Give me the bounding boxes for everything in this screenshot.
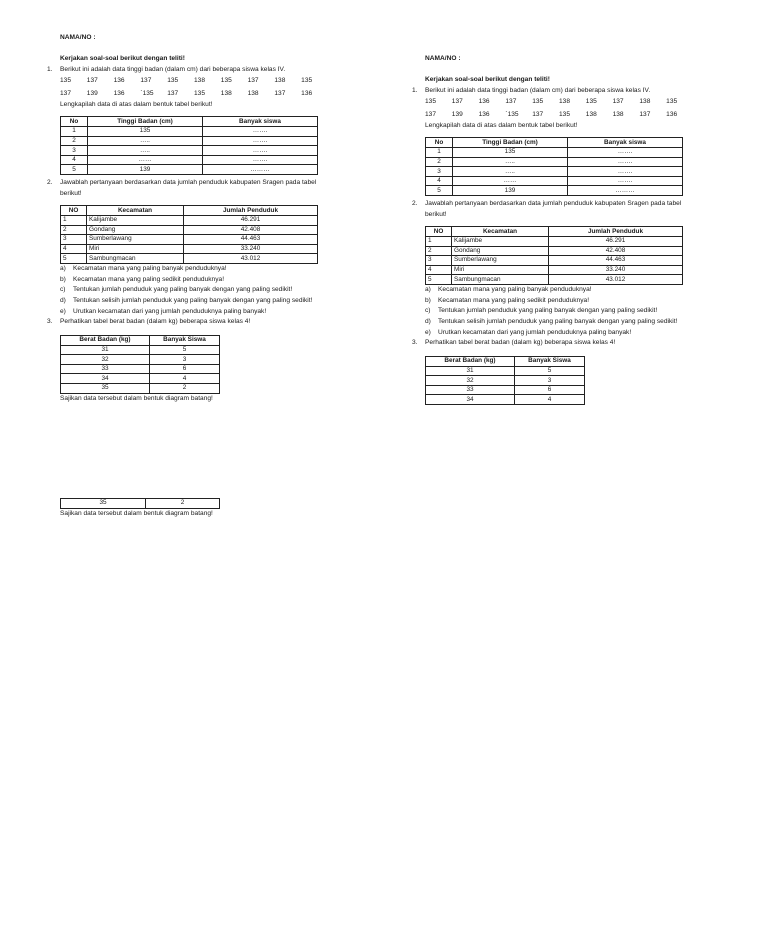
table-row [61,225,318,235]
sub-question-text: Tentukan selisih jumlah penduduk yang paling banyak dengan yang paling sedikit! [438,318,678,325]
table-cell: 4 [61,244,87,254]
sub-question-letter: d) [425,318,431,325]
table-row [426,395,585,405]
height-value: `135 [505,110,519,118]
height-value: 138 [247,89,259,97]
column-header: No [426,138,453,148]
table-cell: 2 [150,384,220,394]
height-value: 138 [639,97,651,105]
question-number: 2. [412,200,418,207]
table-row [426,256,683,266]
question-number: 3. [412,339,418,347]
question-text-continued: berikut! [60,189,82,197]
column-header: Jumlah Penduduk [549,227,683,237]
table-row [61,355,220,365]
question-1 [412,86,735,97]
table-cell: ……. [203,136,318,146]
sub-question-a [60,264,360,275]
table-row [426,157,683,167]
table-row [426,246,683,256]
table-row [61,254,318,264]
sub-question-text: Kecamatan mana yang paling banyak penduduknya! [73,264,227,272]
question-number: 3. [47,318,53,326]
table-cell: Sambungmacan [87,254,184,264]
height-value: 137 [639,110,651,118]
table-cell: 4 [426,265,452,275]
question-number: 1. [412,87,418,95]
table-cell: 33.240 [549,265,683,275]
height-value: 138 [558,97,570,105]
column-header: Kecamatan [87,206,184,216]
sub-question-letter: c) [425,307,431,315]
table-header-row [61,336,220,346]
column-header: NO [61,206,87,216]
table-row [426,366,585,376]
sub-question-letter: e) [60,307,66,315]
height-value: 135 [532,97,544,105]
table-cell: 42.408 [549,246,683,256]
height-value: 135 [301,76,313,84]
table-row [61,165,318,175]
table-prompt: Lengkapilah data di atas dalam bentuk tabel berikut! [425,121,578,129]
table-cell: 5 [426,186,453,196]
weight-table [425,356,585,405]
table-cell: 2 [61,136,88,146]
table-cell: 4 [150,374,220,384]
table-row [61,146,318,156]
table-row [61,384,220,394]
height-value: 136 [301,89,313,97]
table-cell: 44.463 [184,235,318,245]
table-cell: 3 [61,235,87,245]
table-cell: 3 [515,376,585,386]
table-header-row [426,138,683,148]
sub-question-b [425,296,735,307]
table-cell: 34 [61,374,150,384]
sub-question-text: Kecamatan mana yang paling banyak penduduknya! [438,285,592,293]
question-number: 2. [47,179,53,186]
table-row [426,376,585,386]
column-header: Banyak siswa [203,117,318,127]
column-header: Tinggi Badan (cm) [453,138,568,148]
column-header: Banyak siswa [568,138,683,148]
name-field-label: NAMA/NO : [425,55,461,62]
table-row [61,499,220,509]
table-row [61,244,318,254]
population-table [60,205,318,264]
table-cell: 42.408 [184,225,318,235]
table-cell: 33 [426,385,515,395]
question-number: 1. [47,66,53,74]
height-value: 135 [220,76,232,84]
table-cell: 6 [515,385,585,395]
height-value: `135 [140,89,154,97]
table-cell: 1 [61,127,88,137]
table-cell: 2 [61,225,87,235]
height-value: 138 [585,110,597,118]
height-value: 137 [167,89,179,97]
table-header-row [61,206,318,216]
table-cell: 2 [426,157,453,167]
height-value: 138 [193,76,205,84]
table-cell: 4 [515,395,585,405]
height-value: 137 [612,97,624,105]
table-cell: ……… [568,186,683,196]
height-value: 135 [425,97,437,105]
column-header: NO [426,227,452,237]
instruction: Kerjakan soal-soal berikut dengan teliti! [60,55,185,63]
table-cell: 33 [61,364,150,374]
table-cell: 6 [150,364,220,374]
question-text: Berikut ini adalah data tinggi badan (dalam cm) dari beberapa siswa kelas IV. [425,87,651,95]
table-cell: 3 [426,167,453,177]
table-cell: ….. [88,136,203,146]
table-cell: 5 [61,165,88,175]
sub-question-a [425,285,735,296]
table-cell: 32 [426,376,515,386]
table-cell: 1 [426,236,452,246]
left-worksheet [47,33,360,404]
sub-question-c [60,285,360,296]
table-cell: 1 [426,148,453,158]
column-header: Jumlah Penduduk [184,206,318,216]
weight-table [60,335,220,394]
table-cell: Gondang [87,225,184,235]
height-value: 137 [60,89,72,97]
table-cell: 5 [150,345,220,355]
diagram-prompt: Sajikan data tersebut dalam bentuk diagram batang! [60,509,213,517]
sub-question-d [425,317,735,328]
weight-table-fragment [60,498,220,509]
column-header: Berat Badan (kg) [61,336,150,346]
question-text: Berikut ini adalah data tinggi badan (dalam cm) dari beberapa siswa kelas IV. [60,66,286,74]
height-data-row-1 [60,76,360,87]
question-text: Jawablah pertanyaan berdasarkan data jumlah penduduk kabupaten Sragen pada tabel [425,200,682,207]
height-value: 136 [113,89,125,97]
height-value: 135 [558,110,570,118]
height-table [425,137,683,196]
table-row [426,265,683,275]
table-row [61,345,220,355]
sub-question-c [425,306,735,317]
question-3 [412,338,735,349]
sub-question-text: Kecamatan mana yang paling sedikit penduduknya! [438,296,590,304]
table-row [61,127,318,137]
sub-question-text: Urutkan kecamatan dari yang jumlah penduduknya paling banyak! [73,307,267,315]
table-row [61,374,220,384]
table-header-row [426,357,585,367]
table-cell: Gondang [452,246,549,256]
table-cell: 35 [61,499,146,509]
table-cell: ……. [203,146,318,156]
sub-question-e [60,307,360,318]
column-header: Berat Badan (kg) [426,357,515,367]
height-value: 135 [60,76,72,84]
table-row [426,148,683,158]
table-row [61,235,318,245]
instruction: Kerjakan soal-soal berikut dengan teliti! [425,76,550,84]
height-value: 138 [612,110,624,118]
question-text-continued: berikut! [425,210,447,218]
table-cell: 35 [61,384,150,394]
height-value: 135 [585,97,597,105]
population-table [425,226,683,285]
height-value: 137 [274,89,286,97]
table-cell: Sumberlawang [452,256,549,266]
height-value: 136 [113,76,125,84]
column-header: Kecamatan [452,227,549,237]
table-cell: Kalijambe [87,215,184,225]
sub-question-letter: a) [425,285,431,293]
sub-question-text: Tentukan selisih jumlah penduduk yang paling banyak dengan yang paling sedikit! [73,297,313,304]
sub-question-d [60,296,360,307]
table-cell: 3 [61,146,88,156]
table-cell: ……. [568,148,683,158]
sub-question-text: Tentukan jumlah penduduk yang paling banyak dengan yang paling sedikit! [438,307,658,315]
table-cell: 2 [426,246,452,256]
table-cell: 43.012 [549,275,683,285]
height-value: 137 [505,97,517,105]
table-cell: 135 [88,127,203,137]
table-cell: ……. [203,155,318,165]
height-value: 137 [140,76,152,84]
height-value: 136 [666,110,678,118]
height-value: 137 [86,76,98,84]
height-value: 136 [478,110,490,118]
column-header: No [61,117,88,127]
height-data-row-2 [60,89,360,100]
height-value: 135 [167,76,179,84]
table-cell: 4 [426,176,453,186]
sub-question-e [425,328,735,339]
right-worksheet [412,54,735,405]
table-row [61,364,220,374]
table-cell: 32 [61,355,150,365]
table-cell: 44.463 [549,256,683,266]
question-text: Jawablah pertanyaan berdasarkan data jumlah penduduk kabupaten Sragen pada tabel [60,179,317,186]
table-cell: Sumberlawang [87,235,184,245]
table-prompt: Lengkapilah data di atas dalam bentuk tabel berikut! [60,100,213,108]
table-row [426,186,683,196]
height-value: 136 [478,97,490,105]
question-text: Perhatikan tabel berat badan (dalam kg) beberapa siswa kelas 4! [425,339,616,347]
height-value: 137 [425,110,437,118]
table-cell: 3 [426,256,452,266]
sub-question-letter: b) [60,275,66,283]
table-cell: ……. [568,176,683,186]
table-cell: ….. [453,157,568,167]
table-row [61,215,318,225]
table-row [426,176,683,186]
column-header: Banyak Siswa [515,357,585,367]
question-2 [412,199,735,210]
table-cell: Miri [87,244,184,254]
column-header: Banyak Siswa [150,336,220,346]
table-cell: 31 [426,366,515,376]
table-row [426,167,683,177]
table-cell: ……. [568,157,683,167]
sub-question-letter: b) [425,296,431,304]
table-row [426,275,683,285]
table-cell: Miri [452,265,549,275]
table-cell: 135 [453,148,568,158]
duplicate-fragment [60,498,260,519]
height-value: 138 [220,89,232,97]
sub-question-letter: a) [60,264,66,272]
table-cell: 31 [61,345,150,355]
table-cell: 5 [61,254,87,264]
height-value: 139 [451,110,463,118]
table-cell: 139 [453,186,568,196]
table-cell: ….. [88,146,203,156]
name-field-label: NAMA/NO : [60,34,96,41]
table-row [426,385,585,395]
question-text: Perhatikan tabel berat badan (dalam kg) beberapa siswa kelas 4! [60,318,251,326]
sub-question-text: Tentukan jumlah penduduk yang paling banyak dengan yang paling sedikit! [73,286,293,294]
height-value: 137 [532,110,544,118]
table-cell: 3 [150,355,220,365]
height-value: 139 [86,89,98,97]
question-2 [47,178,360,189]
table-cell: ……. [203,127,318,137]
table-cell: Kalijambe [452,236,549,246]
sub-question-letter: e) [425,328,431,336]
table-cell: 4 [61,155,88,165]
table-cell: 46.291 [549,236,683,246]
table-cell: ……… [203,165,318,175]
height-data-row-1 [425,97,735,108]
table-cell: …… [453,176,568,186]
table-cell: 34 [426,395,515,405]
table-cell: 46.291 [184,215,318,225]
question-3 [47,317,360,328]
table-cell: 5 [426,275,452,285]
table-header-row [61,117,318,127]
height-value: 135 [666,97,678,105]
table-cell: 5 [515,366,585,376]
table-row [61,136,318,146]
table-cell: 139 [88,165,203,175]
table-header-row [426,227,683,237]
height-value: 135 [193,89,205,97]
question-1 [47,65,360,76]
table-cell: ….. [453,167,568,177]
sub-question-b [60,275,360,286]
height-table [60,116,318,175]
table-cell: 1 [61,215,87,225]
table-row [61,155,318,165]
table-cell: 2 [146,499,220,509]
height-value: 137 [247,76,259,84]
table-cell: Sambungmacan [452,275,549,285]
sub-question-letter: c) [60,286,66,294]
column-header: Tinggi Badan (cm) [88,117,203,127]
table-cell: 33.240 [184,244,318,254]
height-value: 137 [451,97,463,105]
sub-question-letter: d) [60,297,66,304]
sub-question-text: Urutkan kecamatan dari yang jumlah penduduknya paling banyak! [438,328,632,336]
table-cell: …… [88,155,203,165]
table-cell: 43.012 [184,254,318,264]
sub-question-text: Kecamatan mana yang paling sedikit penduduknya! [73,275,225,283]
diagram-prompt: Sajikan data tersebut dalam bentuk diagram batang! [60,394,213,402]
table-row [426,236,683,246]
height-value: 138 [274,76,286,84]
height-data-row-2 [425,110,735,121]
table-cell: ……. [568,167,683,177]
